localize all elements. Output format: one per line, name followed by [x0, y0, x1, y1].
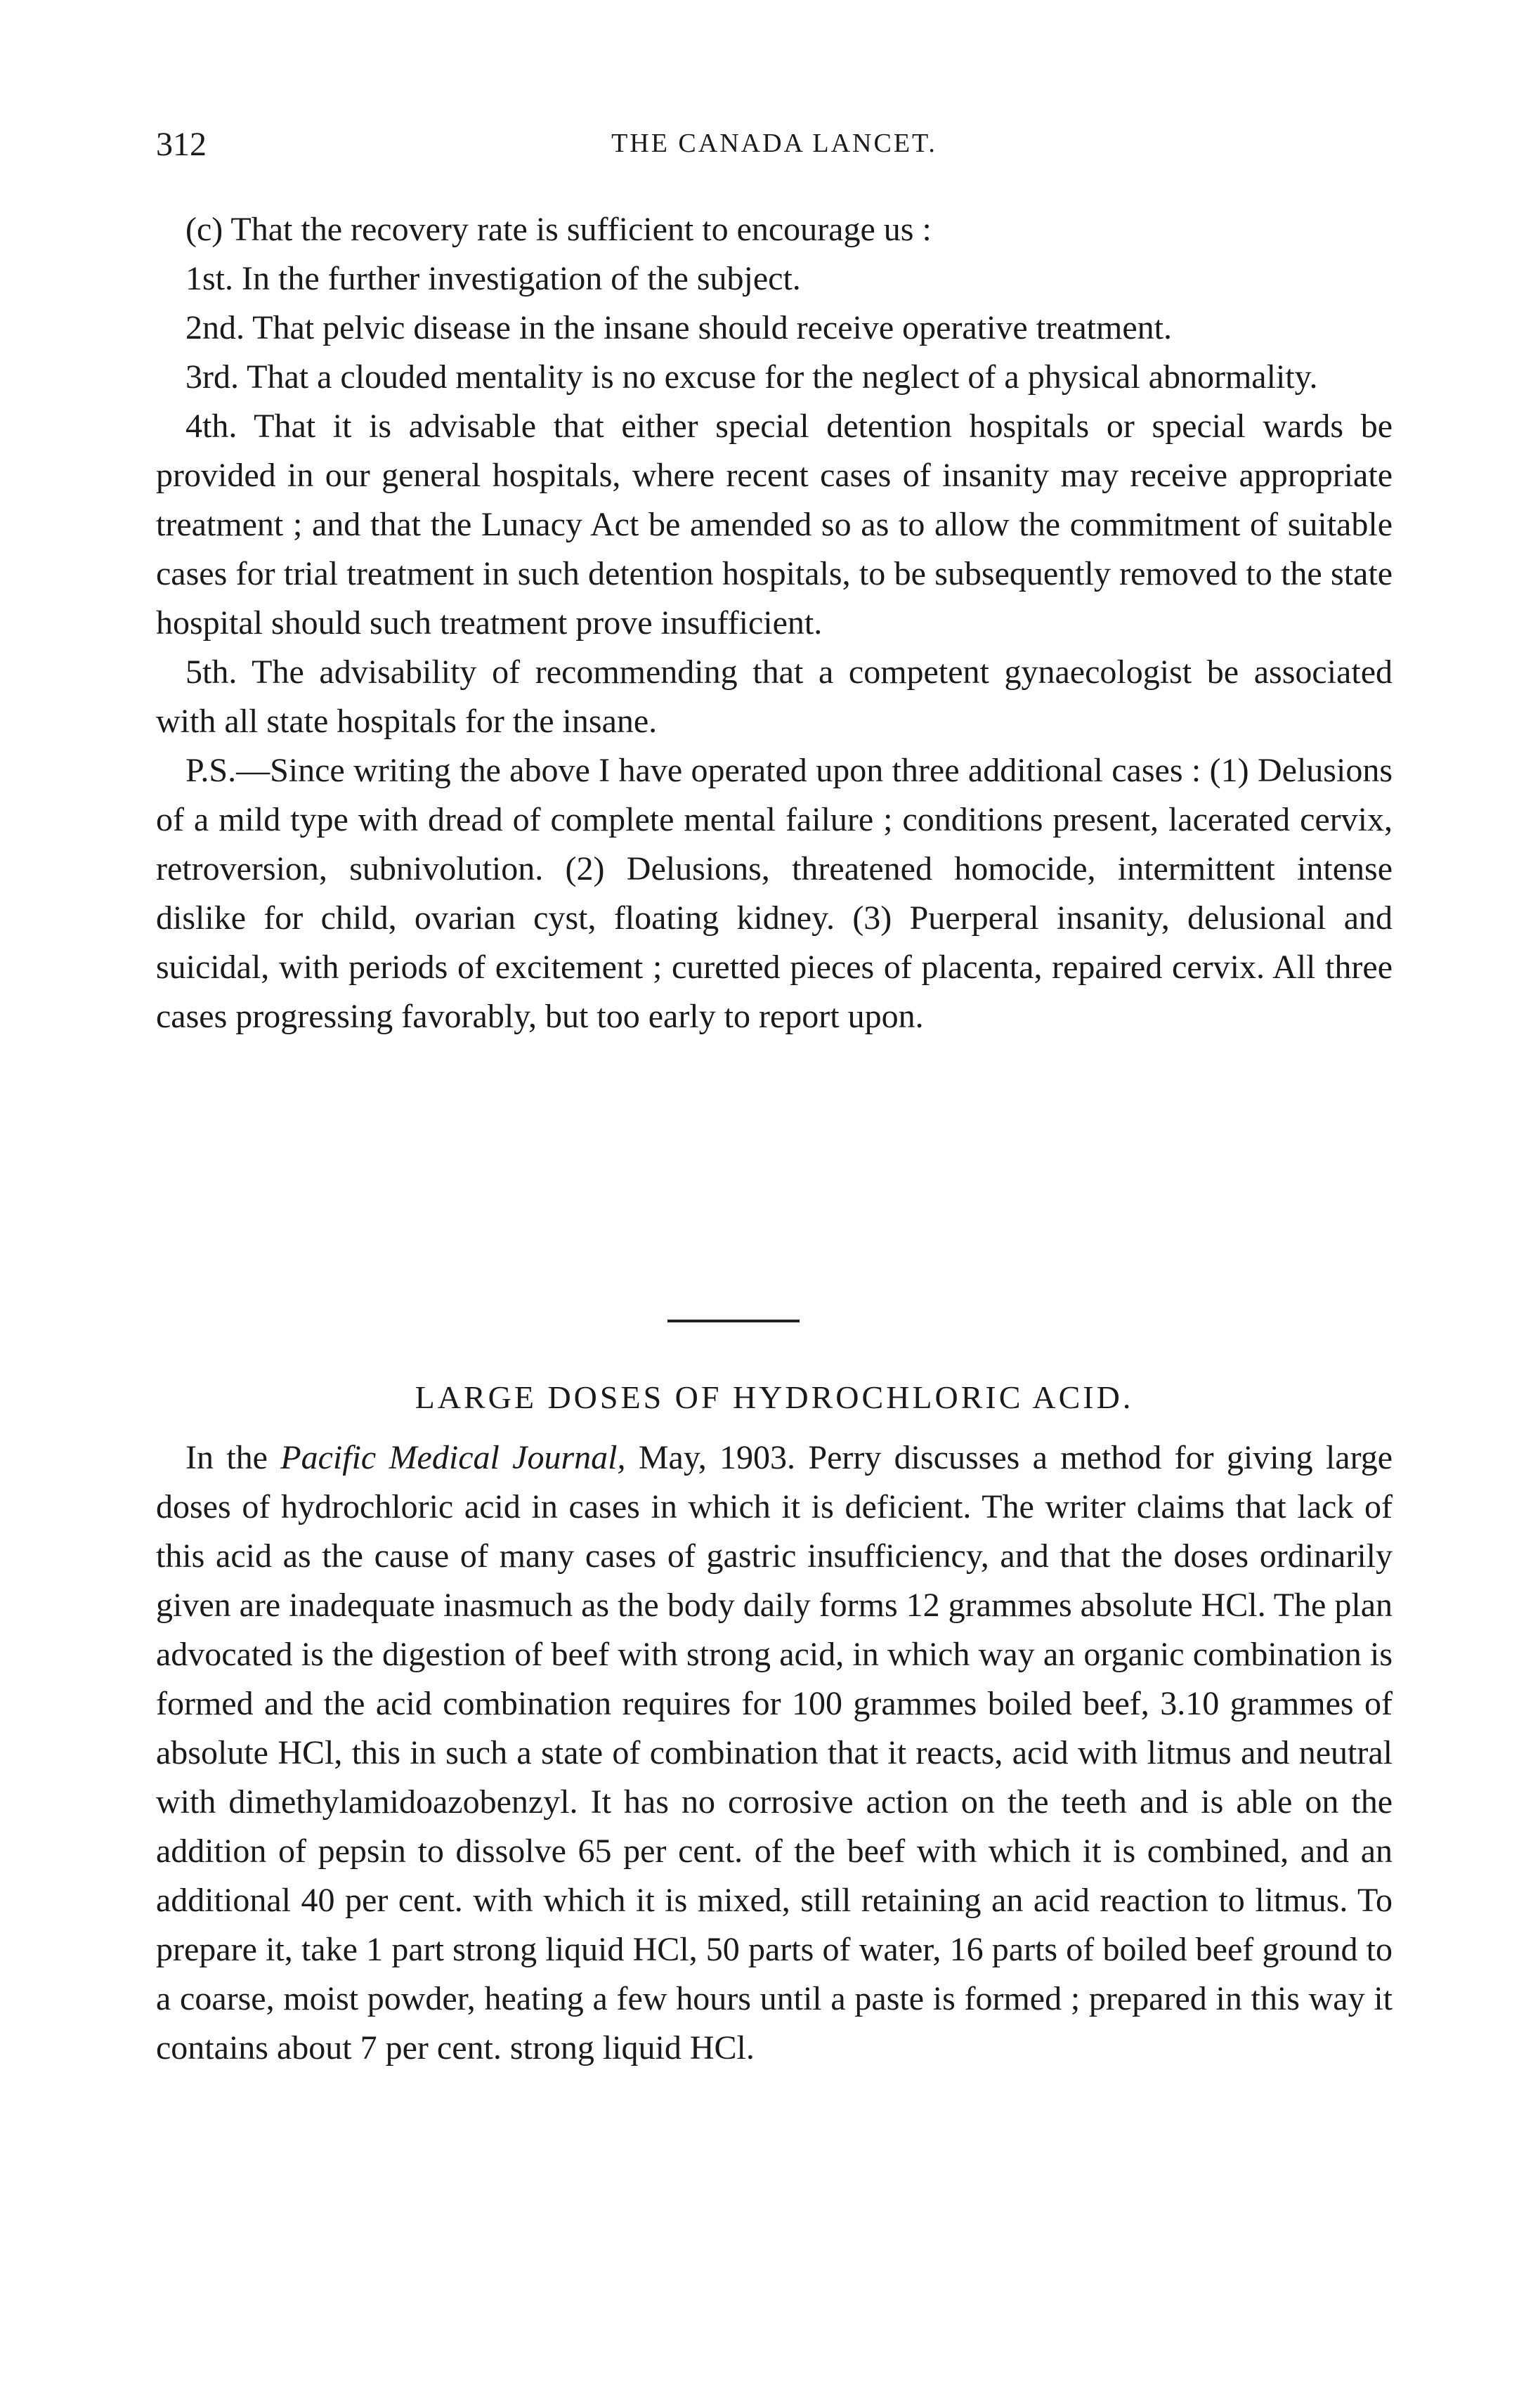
- intro-before: In the: [185, 1439, 281, 1476]
- journal-title: Pacific Medical Journal,: [280, 1439, 626, 1476]
- paragraph-4th: 4th. That it is advisable that either special detention hospitals or special wards be provided in our general hospitals, where recent cases of insanity may receive appropriate treatment ; and that the Lunacy Act be amended so as to allow the commitment of suitable cases for trial treatment in such detention hospitals, to be subsequently removed to the state hospital should such treatment prove insufficient.: [156, 408, 1393, 642]
- section-conclusions: [156, 205, 1393, 1041]
- paragraph-3rd: 3rd. That a clouded mentality is no excuse for the neglect of a physical abnormality.: [185, 358, 1318, 396]
- article-paragraph: [156, 1433, 1393, 2073]
- article-body: [156, 1433, 1393, 2073]
- paragraph-5th: 5th. The advisability of recommending that a competent gynaecologist be associated with all state hospitals for the insane.: [156, 653, 1393, 740]
- running-title: THE CANADA LANCET.: [611, 129, 937, 158]
- paragraph-c: (c) That the recovery rate is sufficient to encourage us :: [185, 211, 932, 248]
- article-headline: LARGE DOSES OF HYDROCHLORIC ACID.: [415, 1379, 1134, 1415]
- page-header: [156, 125, 1393, 167]
- intro-after: May, 1903. Perry discusses a method for giving large doses of hydrochloric acid in cases in which it is deficient. The writer claims that lack of this acid as the cause of many cases of gastric insufficiency, and that the doses ordinarily given are inadequate inasmuch as the body daily forms 12 grammes absolute HCl. The plan advocated is the digestion of beef with strong acid, in which way an organic combination is formed and the acid combination requires for 100 grammes boiled beef, 3.10 grammes of absolute HCl, this in such a state of combination that it reacts, acid with litmus and neutral with dimethylamidoazobenzyl. It has no corrosive action on the teeth and is able on the addition of pepsin to dissolve 65 per cent. of the beef with which it is combined, and an additional 40 per cent. with which it is mixed, still retaining an acid reaction to litmus. To prepare it, take 1 part strong liquid HCl, 50 parts of water, 16 parts of boiled beef ground to a coarse, moist powder, heating a few hours until a paste is formed ; prepared in this way it contains about 7 per cent. strong liquid HCl.: [156, 1439, 1393, 2067]
- paragraph-ps: P.S.—Since writing the above I have operated upon three additional cases : (1) Delusions of a mild type with dread of complete mental failure ; conditions present, lacerated cervix, retroversion, subnivolution. (2) Delusions, threatened homocide, intermittent intense dislike for child, ovarian cyst, floating kidney. (3) Puerperal insanity, delusional and suicidal, with periods of excitement ; curetted pieces of placenta, repaired cervix. All three cases progressing favorably, but too early to report upon.: [156, 752, 1393, 1035]
- paragraph-1st: 1st. In the further investigation of the subject.: [185, 260, 801, 297]
- paragraph-2nd: 2nd. That pelvic disease in the insane should receive operative treatment.: [185, 309, 1172, 346]
- page-number: 312: [156, 126, 207, 163]
- section-divider: [667, 1320, 800, 1322]
